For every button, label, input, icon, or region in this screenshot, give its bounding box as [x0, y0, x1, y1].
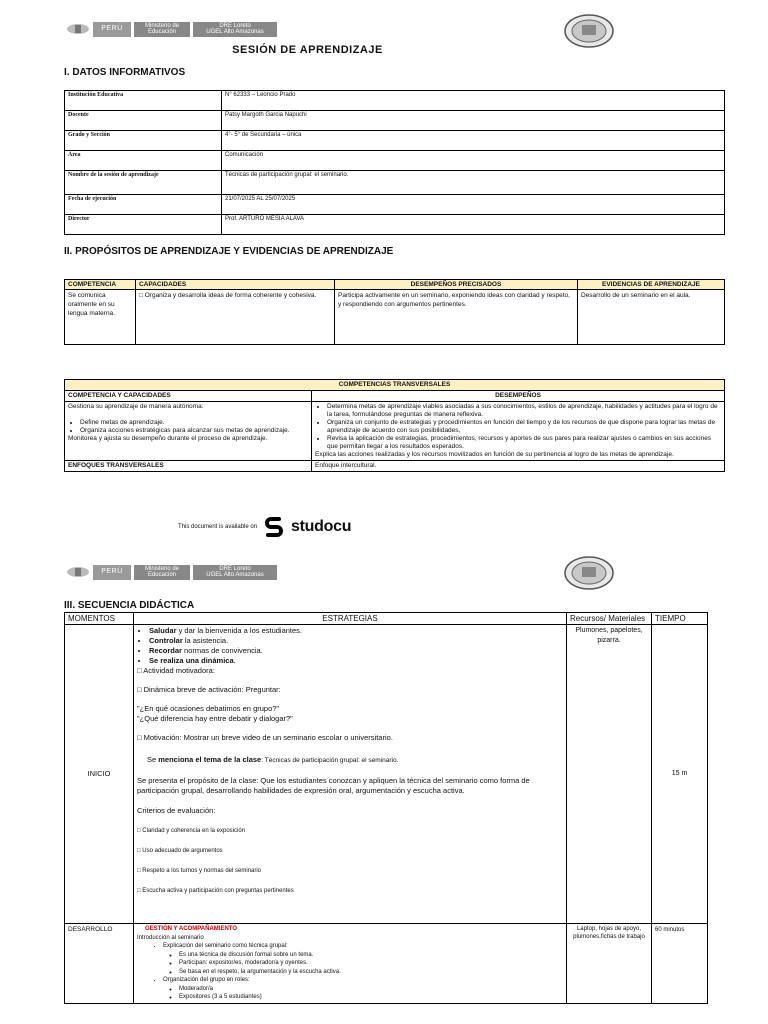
- col-desempenos: DESEMPEÑOS PRECISADOS: [335, 280, 578, 290]
- studocu-logo-icon: [265, 516, 283, 538]
- list-item: • Organización del grupo en roles: ◦ Moderador/a ◦ Expositores (3 a 5 estudiantes): [163, 976, 563, 1002]
- capacidades-cell: □ Organiza y desarrolla ideas de forma coherente y cohesiva.: [136, 290, 335, 345]
- enfoques-value: Enfoque intercultural.: [312, 461, 725, 472]
- row-value: Patsy Margoth Garcia Napuchi: [222, 111, 725, 131]
- peru-crest-icon: [66, 565, 90, 579]
- transversal-title: COMPETENCIAS TRANSVERSALES: [65, 380, 725, 391]
- col-momentos: MOMENTOS: [65, 613, 134, 625]
- criterios-evaluacion: Criterios de evaluación:: [137, 806, 216, 815]
- row-label: Área: [65, 151, 222, 171]
- proposito-clase: Se presenta el propósito de la clase: Que los estudiantes conozcan y apliquen la técnica del seminario como forma de participación grupal, desarrollando habilidades de expresión oral, argumentación y escucha activa.: [137, 776, 530, 795]
- list-item: • Saludar y dar la bienvenida a los estudiantes.: [149, 626, 563, 636]
- row-value: 4°- 5° de Secundaria – única: [222, 131, 725, 151]
- col-desempenos: DESEMPEÑOS: [312, 391, 725, 402]
- list-item: • Revisa la aplicación de estrategias, procedimientos, recursos y aportes de sus pares para realizar ajustes o cambios en sus acciones que permitan llegar a los resultados esperados.: [327, 435, 721, 451]
- competencia-cell: Se comunica oralmente en su lengua materna.: [65, 290, 136, 345]
- desempenos-cell: Participa activamente en un seminario, exponiendo ideas con claridad y respeto, y respondiendo con argumentos pertinentes.: [335, 290, 578, 345]
- estrategias-desarrollo: [134, 924, 567, 1004]
- row-value: Comunicación: [222, 151, 725, 171]
- list-item: • Determina metas de aprendizaje viables asociadas a sus conocimientos, estilos de aprendizaje, habilidades y actitudes para el logro de la tarea, formulándose preguntas de manera reflexiva.: [327, 403, 721, 419]
- col-tiempo: TIEMPO: [652, 613, 708, 625]
- col-estrategias: ESTRATEGIAS: [134, 613, 567, 625]
- peru-tag: PERÚ: [93, 565, 131, 580]
- pregunta-2: "¿Qué diferencia hay entre debatir y dialogar?": [137, 714, 293, 723]
- row-label: Grado y Sección: [65, 131, 222, 151]
- header-logos-page-2: [66, 563, 277, 581]
- pregunta-1: "¿En qué ocasiones debatimos en grupo?": [137, 704, 280, 713]
- motivacion: □ Motivación: Mostrar un breve video de un seminario escolar o universitario.: [137, 733, 393, 742]
- criterio-item: □ Claridad y coherencia en la exposición: [137, 828, 246, 834]
- dinamica-activacion: □ Dinámica breve de activación: Preguntar:: [137, 685, 281, 694]
- momento-desarrollo: DESARROLLO: [65, 924, 134, 1004]
- list-item: ◦ Participan: expositor/es, moderador/a y oyentes.: [179, 959, 563, 968]
- recursos-inicio: Plumones, papelotes, pizarra.: [567, 625, 652, 924]
- section-3-heading: III. SECUENCIA DIDÁCTICA: [64, 600, 195, 611]
- estrategias-inicio: [134, 625, 567, 924]
- table-row: [65, 131, 725, 151]
- row-value: Técnicas de participación grupal: el seminario.: [222, 171, 725, 195]
- col-capacidades: CAPACIDADES: [136, 280, 335, 290]
- list-item: ◦ Expositores (3 a 5 estudiantes): [179, 993, 563, 1002]
- ministry-tag: Ministerio de Educación: [134, 22, 190, 37]
- col-recursos: Recursos/ Materiales: [567, 613, 652, 625]
- peru-tag: PERÚ: [93, 22, 131, 37]
- tema-clase: Se menciona el tema de la clase: Técnicas de participación grupal: el seminario.: [147, 755, 399, 764]
- secuencia-didactica-table: [64, 612, 708, 1004]
- available-text: This document is available on: [178, 524, 258, 530]
- table-row: [65, 91, 725, 111]
- criterio-item: □ Respeto a los turnos y normas del seminario: [137, 868, 262, 874]
- momento-inicio: INICIO: [65, 625, 134, 924]
- row-value: Prof. ARTURO MESIA ALAVA: [222, 215, 725, 235]
- row-label: Institución Educativa: [65, 91, 222, 111]
- recursos-desarrollo: Laptop, hojas de apoyo, plumones,fichas de trabajo: [567, 924, 652, 1004]
- ministry-tag: Ministerio de Educación: [134, 565, 190, 580]
- comp-outro: Monitorea y ajusta su desempeño durante el proceso de aprendizaje.: [68, 435, 268, 442]
- table-row: [65, 290, 725, 345]
- table-row: [65, 625, 708, 924]
- dre-tag: DRE Loreto UGEL Alto Amazonas: [193, 565, 277, 580]
- table-row: [65, 151, 725, 171]
- propositos-table: [64, 279, 725, 345]
- evidencias-cell: Desarrollo de un seminario en el aula.: [578, 290, 725, 345]
- competencia-cell: [65, 402, 312, 461]
- col-competencia: COMPETENCIA: [65, 280, 136, 290]
- header-logos: [66, 20, 277, 38]
- list-item: ◦ Es una técnica de discusión formal sobre un tema.: [179, 951, 563, 960]
- table-row: [65, 215, 725, 235]
- list-item: ◦ Moderador/a: [179, 985, 563, 994]
- table-header-row: [65, 280, 725, 290]
- col-competencia-capacidades: COMPETENCIA Y CAPACIDADES: [65, 391, 312, 402]
- tiempo-desarrollo: 60 minutos: [652, 924, 708, 1004]
- criterio-item: □ Uso adecuado de argumentos: [137, 848, 223, 854]
- row-label: Fecha de ejecución: [65, 195, 222, 215]
- list-item: • Organiza un conjunto de estrategias y procedimientos en función del tiempo y de los recursos de que dispone para lograr las metas de aprendizaje de acuerdo con sus posibilidades,: [327, 419, 721, 435]
- table-row: [65, 195, 725, 215]
- school-seal-icon: [564, 556, 614, 590]
- comp-intro: Gestiona su aprendizaje de manera autónoma:: [68, 403, 204, 410]
- page-title: SESIÓN DE APRENDIZAJE: [232, 44, 383, 56]
- school-seal-icon: [564, 14, 614, 48]
- dre-tag: DRE Loreto UGEL Alto Amazonas: [193, 22, 277, 37]
- actividad-motivadora: □ Actividad motivadora:: [137, 666, 215, 675]
- list-item: ◦ Se basa en el respeto, la argumentación y la escucha activa.: [179, 968, 563, 977]
- section-1-heading: I. DATOS INFORMATIVOS: [64, 67, 186, 78]
- row-label: Docente: [65, 111, 222, 131]
- row-label: Nombre de la sesión de aprendizaje: [65, 171, 222, 195]
- table-row: [65, 924, 708, 1004]
- table-header-row: [65, 613, 708, 625]
- list-item: • Controlar la asistencia.: [149, 636, 563, 646]
- tiempo-inicio: 15 m: [652, 625, 708, 924]
- table-row: [65, 111, 725, 131]
- list-item: • Explicación del seminario como técnica grupal: ◦ Es una técnica de discusión formal sobre un tema. ◦ Participan: expositor/es, moderador/a y oyentes. ◦ Se basa en el respeto, la argumentación y la escucha activa.: [163, 942, 563, 976]
- studocu-banner[interactable]: [178, 516, 351, 538]
- desempenos-cell: [312, 402, 725, 461]
- row-value: N° 62333 – Leoncio Prado: [222, 91, 725, 111]
- row-value: 21/07/2025 AL 25/07/2025: [222, 195, 725, 215]
- studocu-brand: studocu: [291, 518, 352, 535]
- section-2-heading: II. PROPÓSITOS DE APRENDIZAJE Y EVIDENCIAS DE APRENDIZAJE: [64, 246, 394, 257]
- list-item: • Se realiza una dinámica.: [149, 656, 563, 666]
- list-item: • Organiza acciones estratégicas para alcanzar sus metas de aprendizaje.: [80, 427, 308, 435]
- gestion-heading: GESTIÓN Y ACOMPAÑAMIENTO: [145, 926, 238, 932]
- desempeno-extra: Explica las acciones realizadas y los recursos movilizados en función de su pertinencia al logro de las metas de aprendizaje.: [315, 451, 674, 458]
- competencias-transversales-table: [64, 379, 725, 472]
- criterio-item: □ Escucha activa y participación con preguntas pertinentes: [137, 888, 294, 894]
- peru-crest-icon: [66, 22, 90, 36]
- list-item: • Recordar normas de convivencia.: [149, 646, 563, 656]
- col-evidencias: EVIDENCIAS DE APRENDIZAJE: [578, 280, 725, 290]
- list-item: • Define metas de aprendizaje.: [80, 419, 308, 427]
- table-row: [65, 171, 725, 195]
- enfoques-label: ENFOQUES TRANSVERSALES: [65, 461, 312, 472]
- intro-seminario: Introducción al seminario: [137, 934, 204, 941]
- row-label: Director: [65, 215, 222, 235]
- datos-informativos-table: [64, 90, 725, 235]
